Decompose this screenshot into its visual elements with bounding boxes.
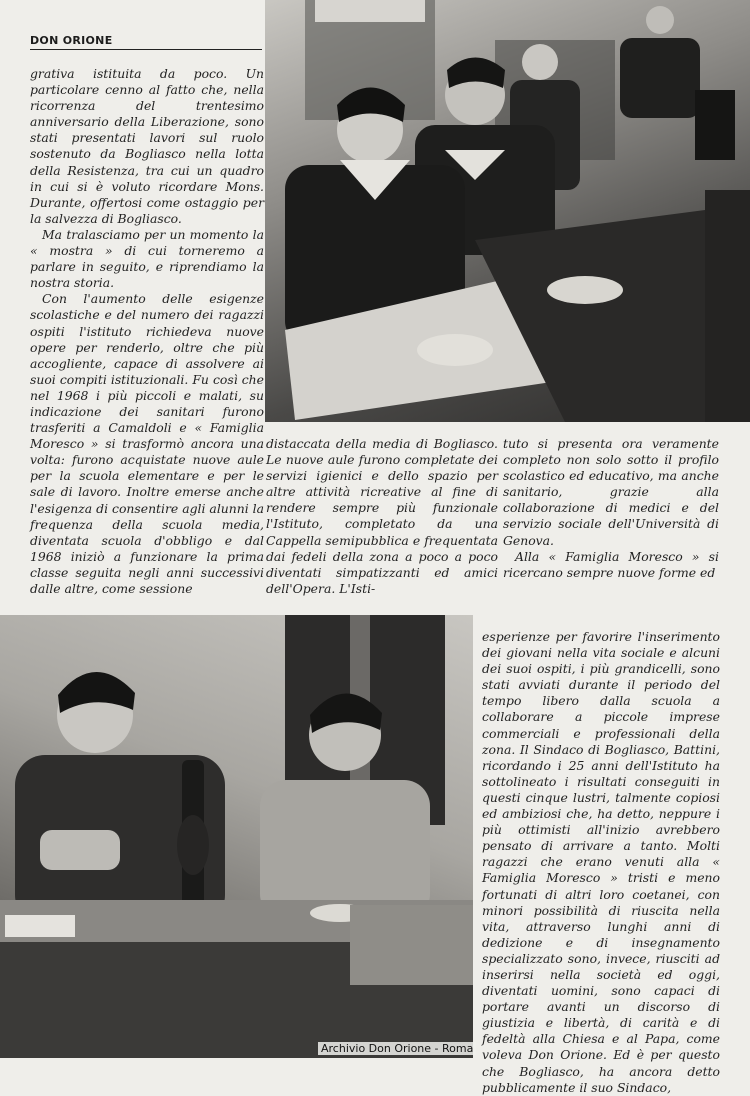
text-column-2	[266, 436, 498, 597]
col3-paragraph-1: tuto si presenta ora veramente completo non solo sotto il profilo scolastico ed educativo, ma anche sanitario, grazie alla collaborazione di medici e del servizio sociale dell'Università di Genova.	[503, 436, 719, 548]
section-header: DON ORIONE	[30, 34, 262, 50]
photo-boys-crafting	[0, 615, 473, 1058]
col1-paragraph-2: Ma tralasciamo per un momento la « mostra » di cui torneremo a parlare in seguito, e riprendiamo la nostra storia.	[30, 226, 264, 291]
text-column-4	[482, 629, 720, 1096]
col1-paragraph-1: grativa istituita da poco. Un particolare cenno al fatto che, nella ricorrenza del trentesimo anniversario della Liberazione, sono stati presentati lavori sul ruolo sostenuto da Bogliasco nella lotta della Resistenza, tra cui un quadro in cui si è voluto ricordare Mons. Durante, offertosi come ostaggio per la salvezza di Bogliasco.	[30, 66, 264, 226]
text-column-1	[30, 66, 264, 597]
col4-paragraph-1: esperienze per favorire l'inserimento dei giovani nella vita sociale e alcuni dei suoi ospiti, i più grandicelli, sono stati avviati durante il periodo del tempo libero dalla scuola a collaborare a piccole imprese commerciali e professionali della zona. Il Sindaco di Bogliasco, Battini, ricordando i 25 anni dell'Istituto ha sottolineato i risultati conseguiti in questi cinque lustri, talmente copiosi ed ambiziosi che, ha detto, neppure i più ottimisti all'inizio avrebbero pensato di arrivare a tanto. Molti ragazzi che erano venuti alla « Famiglia Moresco » tristi e meno fortunati di altri loro coetanei, con minori possibilità di riuscita nella vita, attraverso lunghi anni di dedizione e di insegnamento specializzato sono, invece, riusciti ad inserirsi nella società ed oggi, diventati uomini, sono capaci di portare avanti un discorso di giustizia e libertà, di carità e di fedeltà alla Chiesa e al Papa, come voleva Don Orione. Ed è per questo che Bogliasco, ha ancora detto pubblicamente il suo Sindaco,	[482, 629, 720, 1095]
col3-paragraph-2: Alla « Famiglia Moresco » si ricercano sempre nuove forme ed	[503, 548, 719, 580]
text-column-3	[503, 436, 719, 581]
archive-caption: Archivio Don Orione - Roma	[318, 1042, 476, 1055]
photo-boys-weaving	[265, 0, 750, 422]
col1-paragraph-3: Con l'aumento delle esigenze scolastiche e del numero dei ragazzi ospiti l'istituto richiedeva nuove opere per renderlo, oltre che più accogliente, capace di assolvere ai suoi compiti istituzionali. Fu così che nel 1968 i più piccoli e malati, su indicazione dei sanitari furono trasferiti a Camaldoli e « Famiglia Moresco » si trasformò ancora una volta: furono acquistate nuove aule per la scuola elementare e per le sale di lavoro. Inoltre emerse anche l'esigenza di consentire agli alunni la frequenza della scuola media, diventata scuola d'obbligo e dal 1968 iniziò a funzionare la prima classe seguita negli anni successivi dalle altre, come sessione	[30, 291, 264, 596]
col2-paragraph-1: distaccata della media di Bogliasco. Le nuove aule furono completate dei servizi igienici e dello spazio per altre attività ricreative al fine di rendere sempre più funzionale l'Istituto, completato da una Cappella semipubblica e frequentata dai fedeli della zona a poco a poco diventati simpatizzanti ed amici dell'Opera. L'Isti-	[266, 436, 498, 596]
